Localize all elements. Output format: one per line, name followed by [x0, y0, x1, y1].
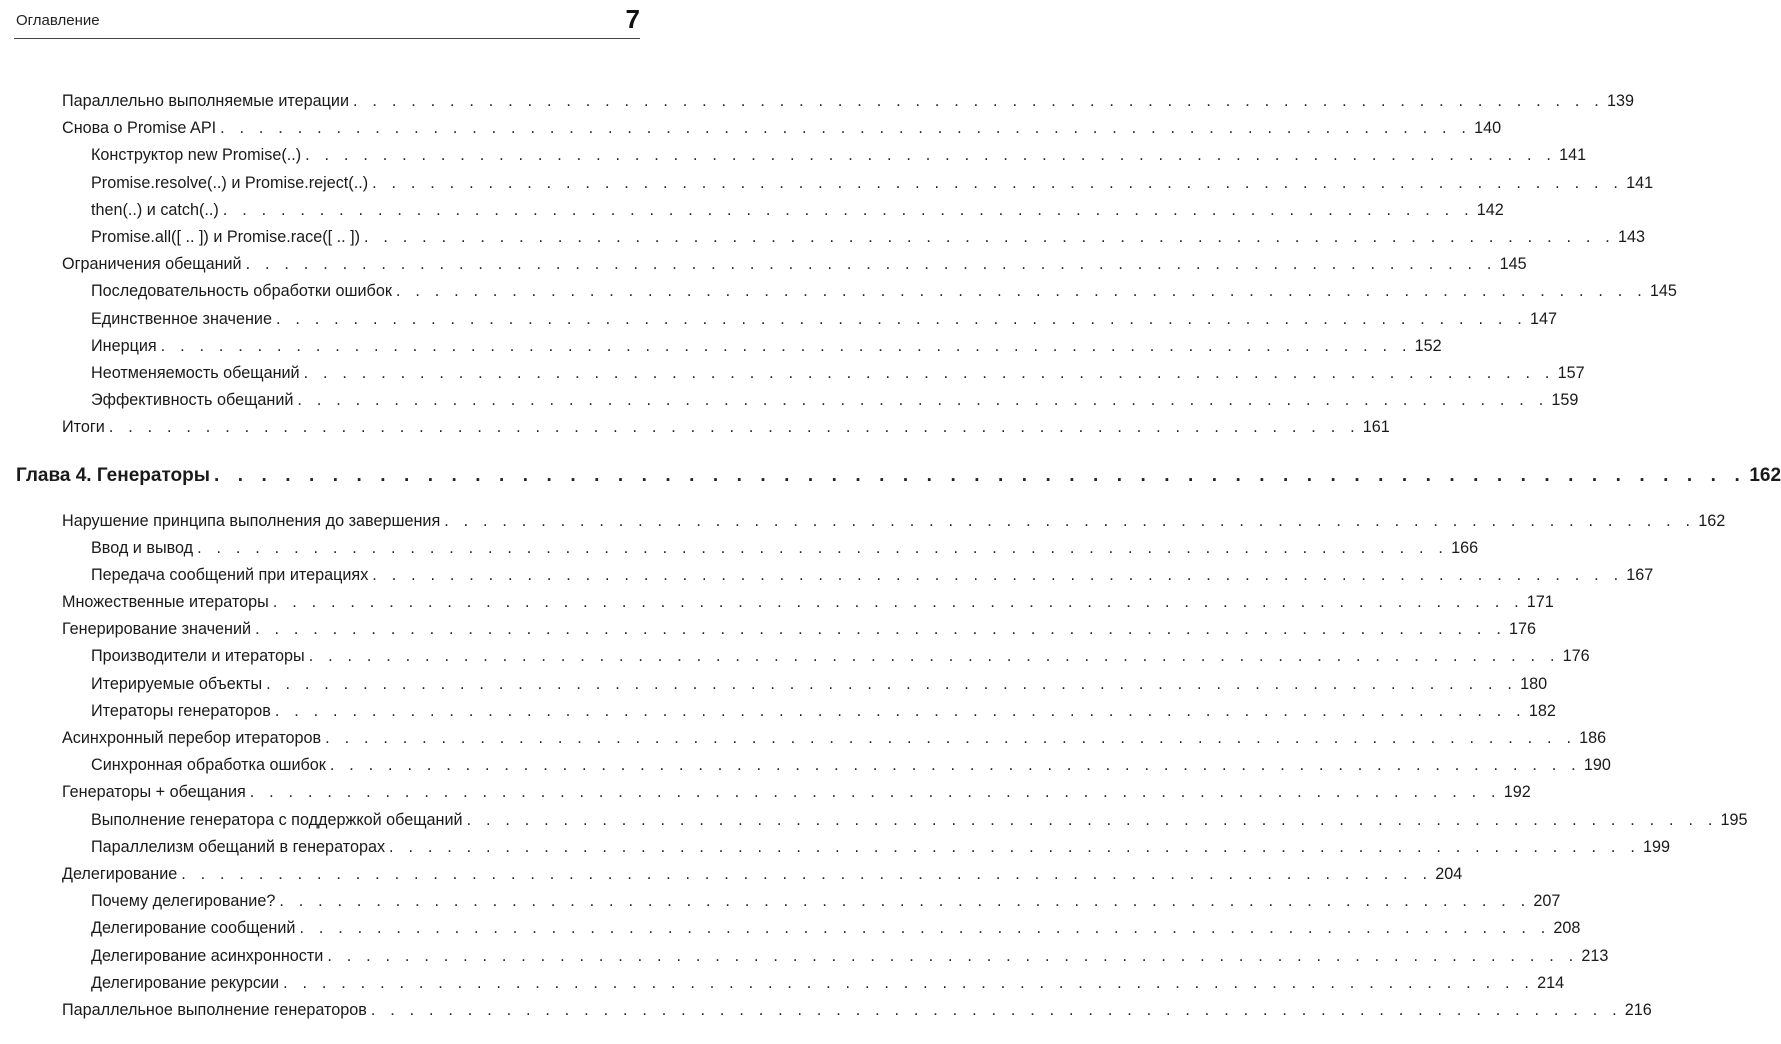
toc-entry-title: Конструктор new Promise(..) — [91, 146, 302, 165]
running-head: Оглавление — [16, 12, 100, 29]
toc-entry[interactable] — [62, 115, 1502, 142]
toc-entry-page: 147 — [1529, 309, 1557, 328]
toc-entry-page: 167 — [1626, 565, 1654, 584]
toc-entry[interactable] — [91, 698, 1556, 725]
toc-leader: . . . . . . . . . . . . . . . . . . . . . . . . . . . . . . . . . . . . . . . . . . . . . . . . . . . . . . . . . . . . . . . . . — [197, 538, 1449, 557]
toc-entry-title: Ограничения обещаний — [62, 255, 242, 274]
toc-entry-page: 176 — [1562, 647, 1590, 666]
toc-entry-page: 152 — [1414, 336, 1442, 355]
toc-entry[interactable] — [91, 278, 1677, 305]
toc-entry-page: 195 — [1720, 810, 1748, 829]
toc-leader: . . . . . . . . . . . . . . . . . . . . . . . . . . . . . . . . . . . . . . . . . . . . . . . . . . . . . . . . . . . . . . . . . — [222, 200, 1474, 219]
toc-leader: . . . . . . . . . . . . . . . . . . . . . . . . . . . . . . . . . . . . . . . . . . . . . . . . . . . . . . . . . . . . . . . . . — [305, 146, 1557, 165]
toc-leader: . . . . . . . . . . . . . . . . . . . . . . . . . . . . . . . . . . . . . . . . . . . . . . . . . . . . . . . . . . . . . . . . . — [108, 418, 1360, 437]
toc-entry[interactable] — [91, 535, 1479, 562]
toc-entry-page: 141 — [1559, 146, 1587, 165]
toc-entry-page: 213 — [1581, 946, 1609, 965]
toc-leader: . . . . . . . . . . . . . . . . . . . . . . . . . . . . . . . . . . . . . . . . . . . . . . . . . . . . . . . . . . . . . . . . . — [181, 864, 1433, 883]
toc-leader: . . . . . . . . . . . . . . . . . . . . . . . . . . . . . . . . . . . . . . . . . . . . . . . . . . . . . . . . . . . . . . . . . — [444, 511, 1696, 530]
toc-entry-page: 157 — [1557, 363, 1585, 382]
toc-entry[interactable] — [91, 915, 1581, 942]
toc-entry[interactable] — [62, 507, 1726, 534]
toc-entry[interactable] — [91, 170, 1654, 197]
toc-leader: . . . . . . . . . . . . . . . . . . . . . . . . . . . . . . . . . . . . . . . . . . . . . . . . . . . . . . . . . . . . . . . . . — [327, 946, 1579, 965]
toc-entry-page: 162 — [1749, 464, 1781, 486]
toc-entry[interactable] — [91, 224, 1645, 251]
toc-entry-page: 208 — [1553, 919, 1581, 938]
toc-entry-title: Параллельное выполнение генераторов — [62, 1000, 367, 1019]
toc-leader: . . . . . . . . . . . . . . . . . . . . . . . . . . . . . . . . . . . . . . . . . . . . . . . . . . . . . . . . . . . . . . . . . — [245, 255, 1497, 274]
toc-entry-page: 207 — [1533, 892, 1561, 911]
toc-entry-title: Итоги — [62, 418, 105, 437]
toc-entry[interactable] — [91, 197, 1504, 224]
toc-entry-page: 162 — [1698, 511, 1726, 530]
toc-entry-title: Ввод и вывод — [91, 538, 194, 557]
toc-entry-page: 182 — [1528, 701, 1556, 720]
toc-entry-page: 204 — [1435, 864, 1463, 883]
toc-entry[interactable] — [91, 752, 1611, 779]
table-of-contents — [0, 88, 1781, 1024]
toc-entry-title: Передача сообщений при итерациях — [91, 565, 369, 584]
toc-entry[interactable] — [62, 997, 1652, 1024]
toc-entry-title: Глава 4. Генераторы — [16, 464, 210, 486]
toc-entry-page: 199 — [1643, 837, 1671, 856]
toc-entry-title: Итераторы генераторов — [91, 701, 271, 720]
toc-entry-title: Итерируемые объекты — [91, 674, 263, 693]
toc-entry-page: 159 — [1551, 391, 1579, 410]
toc-entry[interactable] — [62, 616, 1537, 643]
page-header — [14, 0, 640, 39]
toc-entry-title: Производители и итераторы — [91, 647, 305, 666]
toc-leader: . . . . . . . . . . . . . . . . . . . . . . . . . . . . . . . . . . . . . . . . . . . . . . . . . . . . . . . . . . . . . . . . . — [370, 1000, 1622, 1019]
toc-entry-title: Почему делегирование? — [91, 892, 276, 911]
toc-entry-title: Инерция — [91, 336, 157, 355]
toc-entry-page: 142 — [1476, 200, 1504, 219]
toc-entry[interactable] — [62, 414, 1390, 441]
toc-leader: . . . . . . . . . . . . . . . . . . . . . . . . . . . . . . . . . . . . . . . . . . . . . . . . . . . . . . . . . . . . . . . . . — [272, 593, 1524, 612]
toc-entry[interactable] — [62, 725, 1607, 752]
toc-entry-title: Единственное значение — [91, 309, 272, 328]
toc-entry-page: 216 — [1624, 1000, 1652, 1019]
toc-entry[interactable] — [91, 671, 1548, 698]
toc-chapter-heading[interactable] — [16, 453, 1781, 497]
toc-entry-page: 186 — [1579, 729, 1607, 748]
toc-entry-page: 141 — [1626, 173, 1654, 192]
toc-entry-title: Параллельно выполняемые итерации — [62, 92, 350, 111]
toc-entry-page: 166 — [1451, 538, 1479, 557]
toc-leader: . . . . . . . . . . . . . . . . . . . . . . . . . . . . . . . . . . . . . . . . . . . . . . . . . . . . . . . . . . . . . . . . . — [389, 837, 1641, 856]
toc-leader: . . . . . . . . . . . . . . . . . . . . . . . . . . . . . . . . . . . . . . . . . . . . . . . . . . . . . . . . . . . . . . . . . — [329, 756, 1581, 775]
toc-entry-title: Эффективность обещаний — [91, 391, 294, 410]
toc-entry[interactable] — [91, 306, 1557, 333]
toc-leader: . . . . . . . . . . . . . . . . . . . . . . . . . . . . . . . . . . . . . . . . . . . . . . . . . . . . . . . . . . . . . . . . . — [160, 336, 1412, 355]
toc-leader: . . . . . . . . . . . . . . . . . . . . . . . . . . . . . . . . . . . . . . . . . . . . . . . . . . . . . . . . . . . . . . . . . — [283, 973, 1535, 992]
toc-entry-page: 171 — [1526, 593, 1554, 612]
toc-entry[interactable] — [62, 779, 1531, 806]
toc-entry-page: 192 — [1503, 783, 1531, 802]
toc-entry-page: 145 — [1649, 282, 1677, 301]
toc-leader: . . . . . . . . . . . . . . . . . . . . . . . . . . . . . . . . . . . . . . . . . . . . . . . . . . . . . . . . . . . . . . . . . — [279, 892, 1531, 911]
toc-leader: . . . . . . . . . . . . . . . . . . . . . . . . . . . . . . . . . . . . . . . . . . . . . . . . . . . . . . . . . . . . . . . . . — [363, 228, 1615, 247]
toc-leader: . . . . . . . . . . . . . . . . . . . . . . . . . . . . . . . . . . . . . . . . . . . . . . . . . . . . . . . . . . . . . . . . . — [220, 119, 1472, 138]
toc-entry-page: 143 — [1617, 228, 1645, 247]
toc-entry[interactable] — [91, 142, 1587, 169]
toc-leader: . . . . . . . . . . . . . . . . . . . . . . . . . . . . . . . . . . . . . . . . . . . . . . . . . . . . . . . . . . . . . . . . . — [255, 620, 1507, 639]
toc-entry[interactable] — [91, 970, 1565, 997]
toc-entry-title: Делегирование — [62, 864, 178, 883]
toc-leader: . . . . . . . . . . . . . . . . . . . . . . . . . . . . . . . . . . . . . . . . . . . . . . . . . . . . . . . . . . . . . . . . . — [213, 464, 1747, 486]
toc-entry-title: Асинхронный перебор итераторов — [62, 729, 322, 748]
page-number: 7 — [625, 4, 640, 34]
toc-entry[interactable] — [62, 589, 1554, 616]
toc-leader: . . . . . . . . . . . . . . . . . . . . . . . . . . . . . . . . . . . . . . . . . . . . . . . . . . . . . . . . . . . . . . . . . — [297, 391, 1549, 410]
toc-leader: . . . . . . . . . . . . . . . . . . . . . . . . . . . . . . . . . . . . . . . . . . . . . . . . . . . . . . . . . . . . . . . . . — [266, 674, 1518, 693]
toc-entry-page: 139 — [1607, 92, 1635, 111]
toc-entry-page: 145 — [1499, 255, 1527, 274]
toc-entry-page: 161 — [1362, 418, 1390, 437]
toc-leader: . . . . . . . . . . . . . . . . . . . . . . . . . . . . . . . . . . . . . . . . . . . . . . . . . . . . . . . . . . . . . . . . . — [303, 363, 1555, 382]
toc-entry-title: Promise.resolve(..) и Promise.reject(..) — [91, 173, 369, 192]
toc-entry[interactable] — [62, 251, 1527, 278]
toc-leader: . . . . . . . . . . . . . . . . . . . . . . . . . . . . . . . . . . . . . . . . . . . . . . . . . . . . . . . . . . . . . . . . . — [274, 701, 1526, 720]
toc-leader: . . . . . . . . . . . . . . . . . . . . . . . . . . . . . . . . . . . . . . . . . . . . . . . . . . . . . . . . . . . . . . . . . — [249, 783, 1501, 802]
toc-entry-title: Выполнение генератора с поддержкой обещаний — [91, 810, 463, 829]
toc-entry-title: Нарушение принципа выполнения до завершения — [62, 511, 441, 530]
toc-group-chapter-3 — [0, 88, 1677, 441]
toc-leader: . . . . . . . . . . . . . . . . . . . . . . . . . . . . . . . . . . . . . . . . . . . . . . . . . . . . . . . . . . . . . . . . . — [308, 647, 1560, 666]
toc-entry-title: Генераторы + обещания — [62, 783, 246, 802]
toc-entry[interactable] — [91, 360, 1585, 387]
toc-entry[interactable] — [91, 333, 1442, 360]
toc-entry-page: 214 — [1537, 973, 1565, 992]
toc-leader: . . . . . . . . . . . . . . . . . . . . . . . . . . . . . . . . . . . . . . . . . . . . . . . . . . . . . . . . . . . . . . . . . — [372, 173, 1624, 192]
toc-leader: . . . . . . . . . . . . . . . . . . . . . . . . . . . . . . . . . . . . . . . . . . . . . . . . . . . . . . . . . . . . . . . . . — [395, 282, 1647, 301]
toc-group-chapter-4 — [0, 507, 1748, 1024]
toc-entry-title: Множественные итераторы — [62, 593, 269, 612]
toc-leader: . . . . . . . . . . . . . . . . . . . . . . . . . . . . . . . . . . . . . . . . . . . . . . . . . . . . . . . . . . . . . . . . . — [275, 309, 1527, 328]
toc-entry-title: Неотменяемость обещаний — [91, 363, 300, 382]
toc-entry-page: 176 — [1509, 620, 1537, 639]
toc-entry-title: Параллелизм обещаний в генераторах — [91, 837, 386, 856]
toc-leader: . . . . . . . . . . . . . . . . . . . . . . . . . . . . . . . . . . . . . . . . . . . . . . . . . . . . . . . . . . . . . . . . . — [466, 810, 1718, 829]
toc-entry[interactable] — [91, 888, 1561, 915]
toc-leader: . . . . . . . . . . . . . . . . . . . . . . . . . . . . . . . . . . . . . . . . . . . . . . . . . . . . . . . . . . . . . . . . . — [299, 919, 1551, 938]
toc-entry-title: Делегирование асинхронности — [91, 946, 324, 965]
toc-leader: . . . . . . . . . . . . . . . . . . . . . . . . . . . . . . . . . . . . . . . . . . . . . . . . . . . . . . . . . . . . . . . . . — [353, 92, 1604, 111]
toc-entry[interactable] — [91, 942, 1609, 969]
toc-entry-page: 190 — [1583, 756, 1611, 775]
toc-entry[interactable] — [91, 834, 1671, 861]
toc-leader: . . . . . . . . . . . . . . . . . . . . . . . . . . . . . . . . . . . . . . . . . . . . . . . . . . . . . . . . . . . . . . . . . — [325, 729, 1577, 748]
toc-entry-title: Синхронная обработка ошибок — [91, 756, 326, 775]
toc-entry-title: Promise.all([ .. ]) и Promise.race([ .. ]) — [91, 228, 360, 247]
toc-entry-page: 140 — [1474, 119, 1502, 138]
toc-entry-title: Последовательность обработки ошибок — [91, 282, 392, 301]
toc-entry[interactable] — [91, 562, 1654, 589]
toc-entry-title: Делегирование сообщений — [91, 919, 296, 938]
toc-entry[interactable] — [91, 807, 1748, 834]
toc-entry[interactable] — [91, 387, 1579, 414]
toc-entry[interactable] — [62, 88, 1635, 115]
toc-entry-title: then(..) и catch(..) — [91, 200, 219, 219]
toc-entry-page: 180 — [1520, 674, 1548, 693]
toc-entry[interactable] — [62, 861, 1463, 888]
toc-entry-title: Снова о Promise API — [62, 119, 217, 138]
toc-leader: . . . . . . . . . . . . . . . . . . . . . . . . . . . . . . . . . . . . . . . . . . . . . . . . . . . . . . . . . . . . . . . . . — [372, 565, 1624, 584]
toc-entry[interactable] — [91, 643, 1590, 670]
toc-entry-title: Делегирование рекурсии — [91, 973, 280, 992]
toc-entry-title: Генерирование значений — [62, 620, 252, 639]
